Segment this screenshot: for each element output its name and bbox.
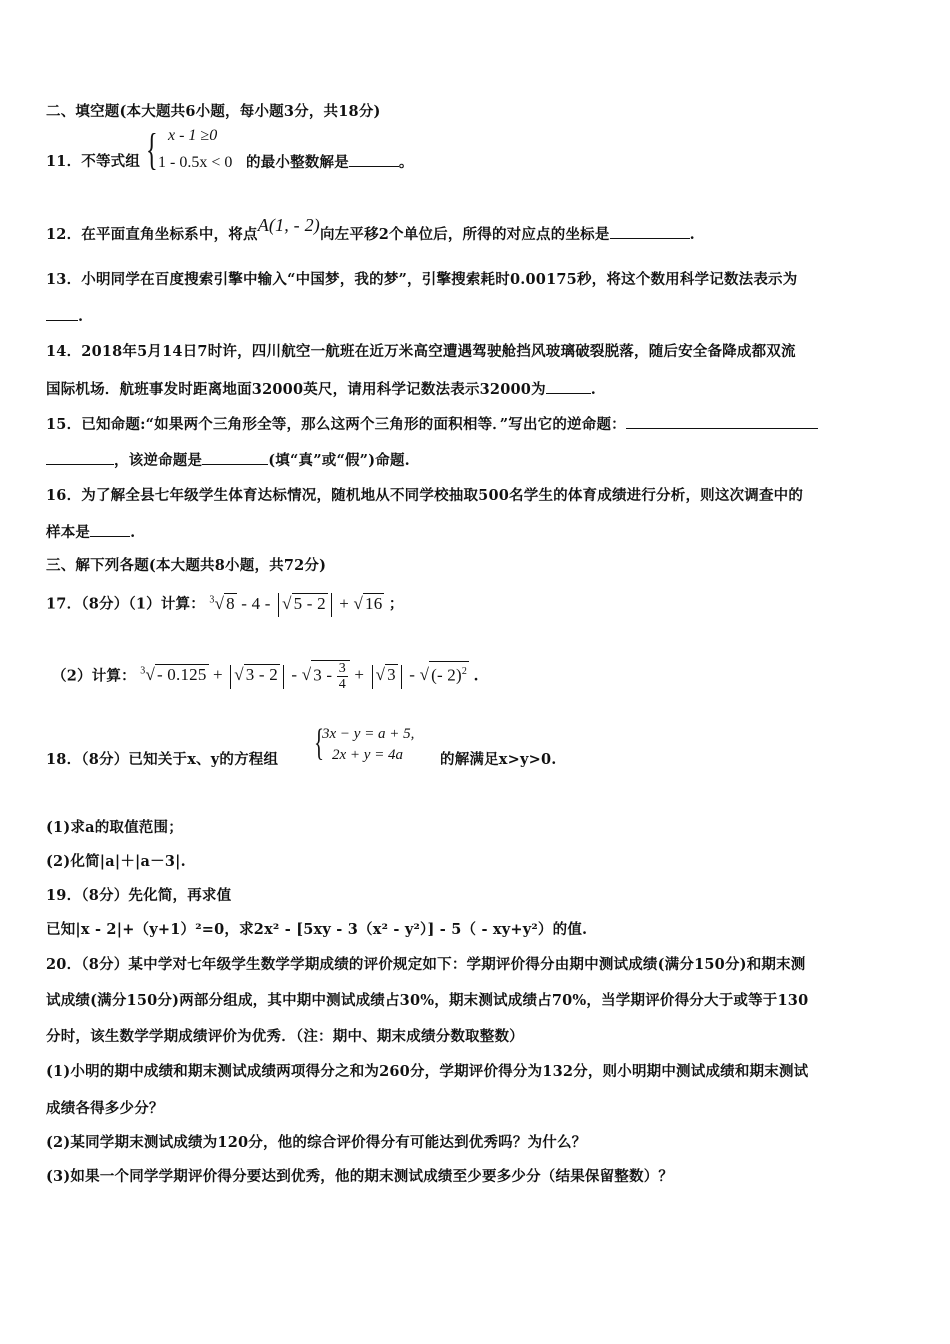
- q20-part-2: (2)某同学期末测试成绩为120分，他的综合评价得分有可能达到优秀吗？为什么？: [46, 1134, 587, 1151]
- q17-label-1: 17．（8分）（1）计算：: [46, 595, 205, 613]
- q12-point: A(1, - 2): [257, 215, 320, 235]
- question-20-line-3: 分时，该生数学学期成绩评价为优秀．（注：期中、期末成绩分数取整数）: [46, 1028, 524, 1045]
- q18-equation-1: 3x − y = a + 5,: [322, 726, 415, 742]
- question-20-line-2: 试成绩(满分150分)两部分组成，其中期中测试成绩占30%，期末测试成绩占70%，当学期评价得分大于或等于130: [46, 992, 809, 1009]
- q17-2-sqrt-a: [311, 660, 350, 692]
- question-14-line-2: [46, 379, 596, 400]
- q13-end: .: [78, 308, 84, 325]
- q11-end: 。: [398, 154, 414, 171]
- q20-part-3: (3)如果一个同学学期评价得分要达到优秀，他的期末测试成绩至少要多少分（结果保留整数）？: [46, 1168, 674, 1185]
- q12-answer-blank[interactable]: [610, 224, 690, 239]
- abs-bar-left: [372, 665, 373, 689]
- q17-expression-1: $^3$√ 8 - 4 - √ 5 - 2 + √ 16: [205, 594, 389, 613]
- q18-part-1: (1)求a的取值范围；: [46, 819, 183, 836]
- q17-2-square: 2: [461, 665, 468, 677]
- question-16-line-1: 16．为了解全县七年级学生体育达标情况，随机地从不同学校抽取500名学生的体育成绩进行分析，则这次调查中的: [46, 487, 804, 504]
- q15-truth-blank[interactable]: [202, 450, 268, 465]
- q17-2-minus-1: -: [286, 665, 302, 685]
- q17-plus: +: [334, 593, 354, 613]
- q12-end: .: [689, 226, 695, 243]
- question-13-line-2: [46, 306, 83, 327]
- q17-end-1: ；: [388, 595, 404, 613]
- q15-text-2b: (填“真”或“假”)命题.: [268, 452, 410, 469]
- q16-answer-blank[interactable]: [90, 522, 130, 537]
- q15-text: 15．已知命题:“如果两个三角形全等，那么这两个三角形的面积相等．”写出它的逆命题：: [46, 416, 626, 433]
- q12-text-after: 向左平移2个单位后，所得的对应点的坐标是: [319, 226, 610, 243]
- question-18: 18．（8分）已知关于x、y的方程组: [46, 751, 279, 768]
- q17-2-sqrt-b: [429, 661, 469, 686]
- q17-label-2: （2）计算：: [52, 667, 136, 685]
- q17-sqrt-arg: 16: [365, 593, 383, 613]
- section-3-heading: 三、解下列各题(本大题共8小题，共72分): [46, 557, 327, 574]
- question-15-line-1: [46, 414, 818, 435]
- q11-number: 11．: [46, 153, 82, 170]
- abs-bar-left: [230, 665, 231, 689]
- question-16-line-2: [46, 522, 135, 543]
- q15-text-2a: ，该逆命题是: [114, 452, 203, 469]
- q17-2-abs-2: 3: [387, 665, 396, 685]
- abs-bar-left: [278, 593, 279, 617]
- q17-expression-2: $^3$√ - 0.125 + √ 3 - 2 - √ 3 - $\frac{3}{4}$ + √ 3 - √ (- 2)$^2$: [140, 661, 468, 692]
- q18-brace: {: [314, 722, 325, 764]
- q11-tail: [246, 152, 414, 173]
- frac-denominator: 4: [338, 677, 346, 692]
- q12-text-before: 12．在平面直角坐标系中，将点: [46, 226, 258, 243]
- question-11: [46, 152, 140, 172]
- frac-numerator: 3: [338, 661, 346, 676]
- q11-inequality-2: 1 - 0.5x < 0: [158, 154, 233, 171]
- question-17-part-2: [52, 660, 479, 692]
- q17-cbrt-arg: 8: [226, 593, 235, 613]
- q20-part-1-line-2: 成绩各得多少分？: [46, 1100, 164, 1117]
- question-15-line-2: [46, 450, 410, 471]
- q17-2-cbrt-index: 3: [140, 665, 146, 677]
- q17-2-minus-2: -: [404, 665, 420, 685]
- q16-end: .: [130, 524, 136, 541]
- q14-answer-blank[interactable]: [546, 379, 591, 394]
- q17-minus-4: - 4 -: [236, 593, 276, 613]
- q11-prefix: 不等式组: [81, 153, 141, 170]
- q18-part-2: (2)化简|a|＋|a－3|.: [46, 853, 186, 870]
- q17-cbrt-index: 3: [209, 594, 215, 605]
- q11-suffix: 的最小整数解是: [246, 154, 349, 171]
- question-19-line-2: 已知|x - 2|+（y+1）²=0，求2x² - [5xy - 3（x² - y²）] - 5（ - xy+y²）的值.: [46, 921, 588, 938]
- question-19-line-1: 19．（8分）先化简，再求值: [46, 887, 232, 904]
- q11-inequality-1: x - 1 ≥0: [168, 127, 218, 144]
- q11-answer-blank[interactable]: [349, 152, 399, 167]
- q17-2-fraction: [337, 661, 348, 692]
- abs-bar-right: [401, 665, 402, 689]
- q18-suffix: 的解满足x>y>0.: [440, 751, 557, 768]
- q16-text: 样本是: [46, 524, 91, 541]
- q20-part-1-line-1: (1)小明的期中成绩和期末测试成绩两项得分之和为260分，学期评价得分为132分，则小明期中测试成绩和期末测试: [46, 1063, 809, 1080]
- q17-2-abs-1: 3 - 2: [245, 665, 278, 685]
- q14-end: .: [590, 381, 597, 398]
- q17-2-sqrt-a-text: 3 -: [313, 665, 337, 685]
- question-20-line-1: 20．（8分）某中学对七年级学生数学学期成绩的评价规定如下：学期评价得分由期中测试成绩(满分150分)和期末测: [46, 956, 806, 973]
- q14-text: 国际机场．航班事发时距离地面32000英尺，请用科学记数法表示32000为: [46, 381, 546, 398]
- q13-answer-blank[interactable]: [46, 306, 78, 321]
- q17-2-cbrt-arg: - 0.125: [156, 665, 207, 685]
- q17-abs-inner: 5 - 2: [293, 593, 326, 613]
- q17-2-sqrt-b-text: (- 2): [431, 665, 462, 685]
- q11-brace: {: [146, 125, 158, 174]
- q15-converse-blank-cont[interactable]: [46, 450, 114, 465]
- abs-bar-right: [331, 593, 332, 617]
- section-2-heading: 二、填空题(本大题共6小题，每小题3分，共18分): [46, 103, 381, 120]
- q17-2-plus-1: +: [208, 665, 228, 685]
- question-13-line-1: 13．小明同学在百度搜索引擎中输入“中国梦，我的梦”，引擎搜索耗时0.00175秒，将这个数用科学记数法表示为: [46, 271, 798, 288]
- q18-equation-2: 2x + y = 4a: [332, 747, 404, 763]
- question-14-line-1: 14．2018年5月14日7时许，四川航空一航班在近万米高空遭遇驾驶舱挡风玻璃破裂脱落，随后安全备降成都双流: [46, 343, 796, 360]
- q15-converse-blank[interactable]: [626, 414, 818, 429]
- abs-bar-right: [283, 665, 284, 689]
- question-12: [46, 215, 695, 245]
- q17-2-plus-2: +: [349, 665, 369, 685]
- question-17-part-1: [46, 590, 404, 617]
- q17-end-2: .: [473, 667, 479, 685]
